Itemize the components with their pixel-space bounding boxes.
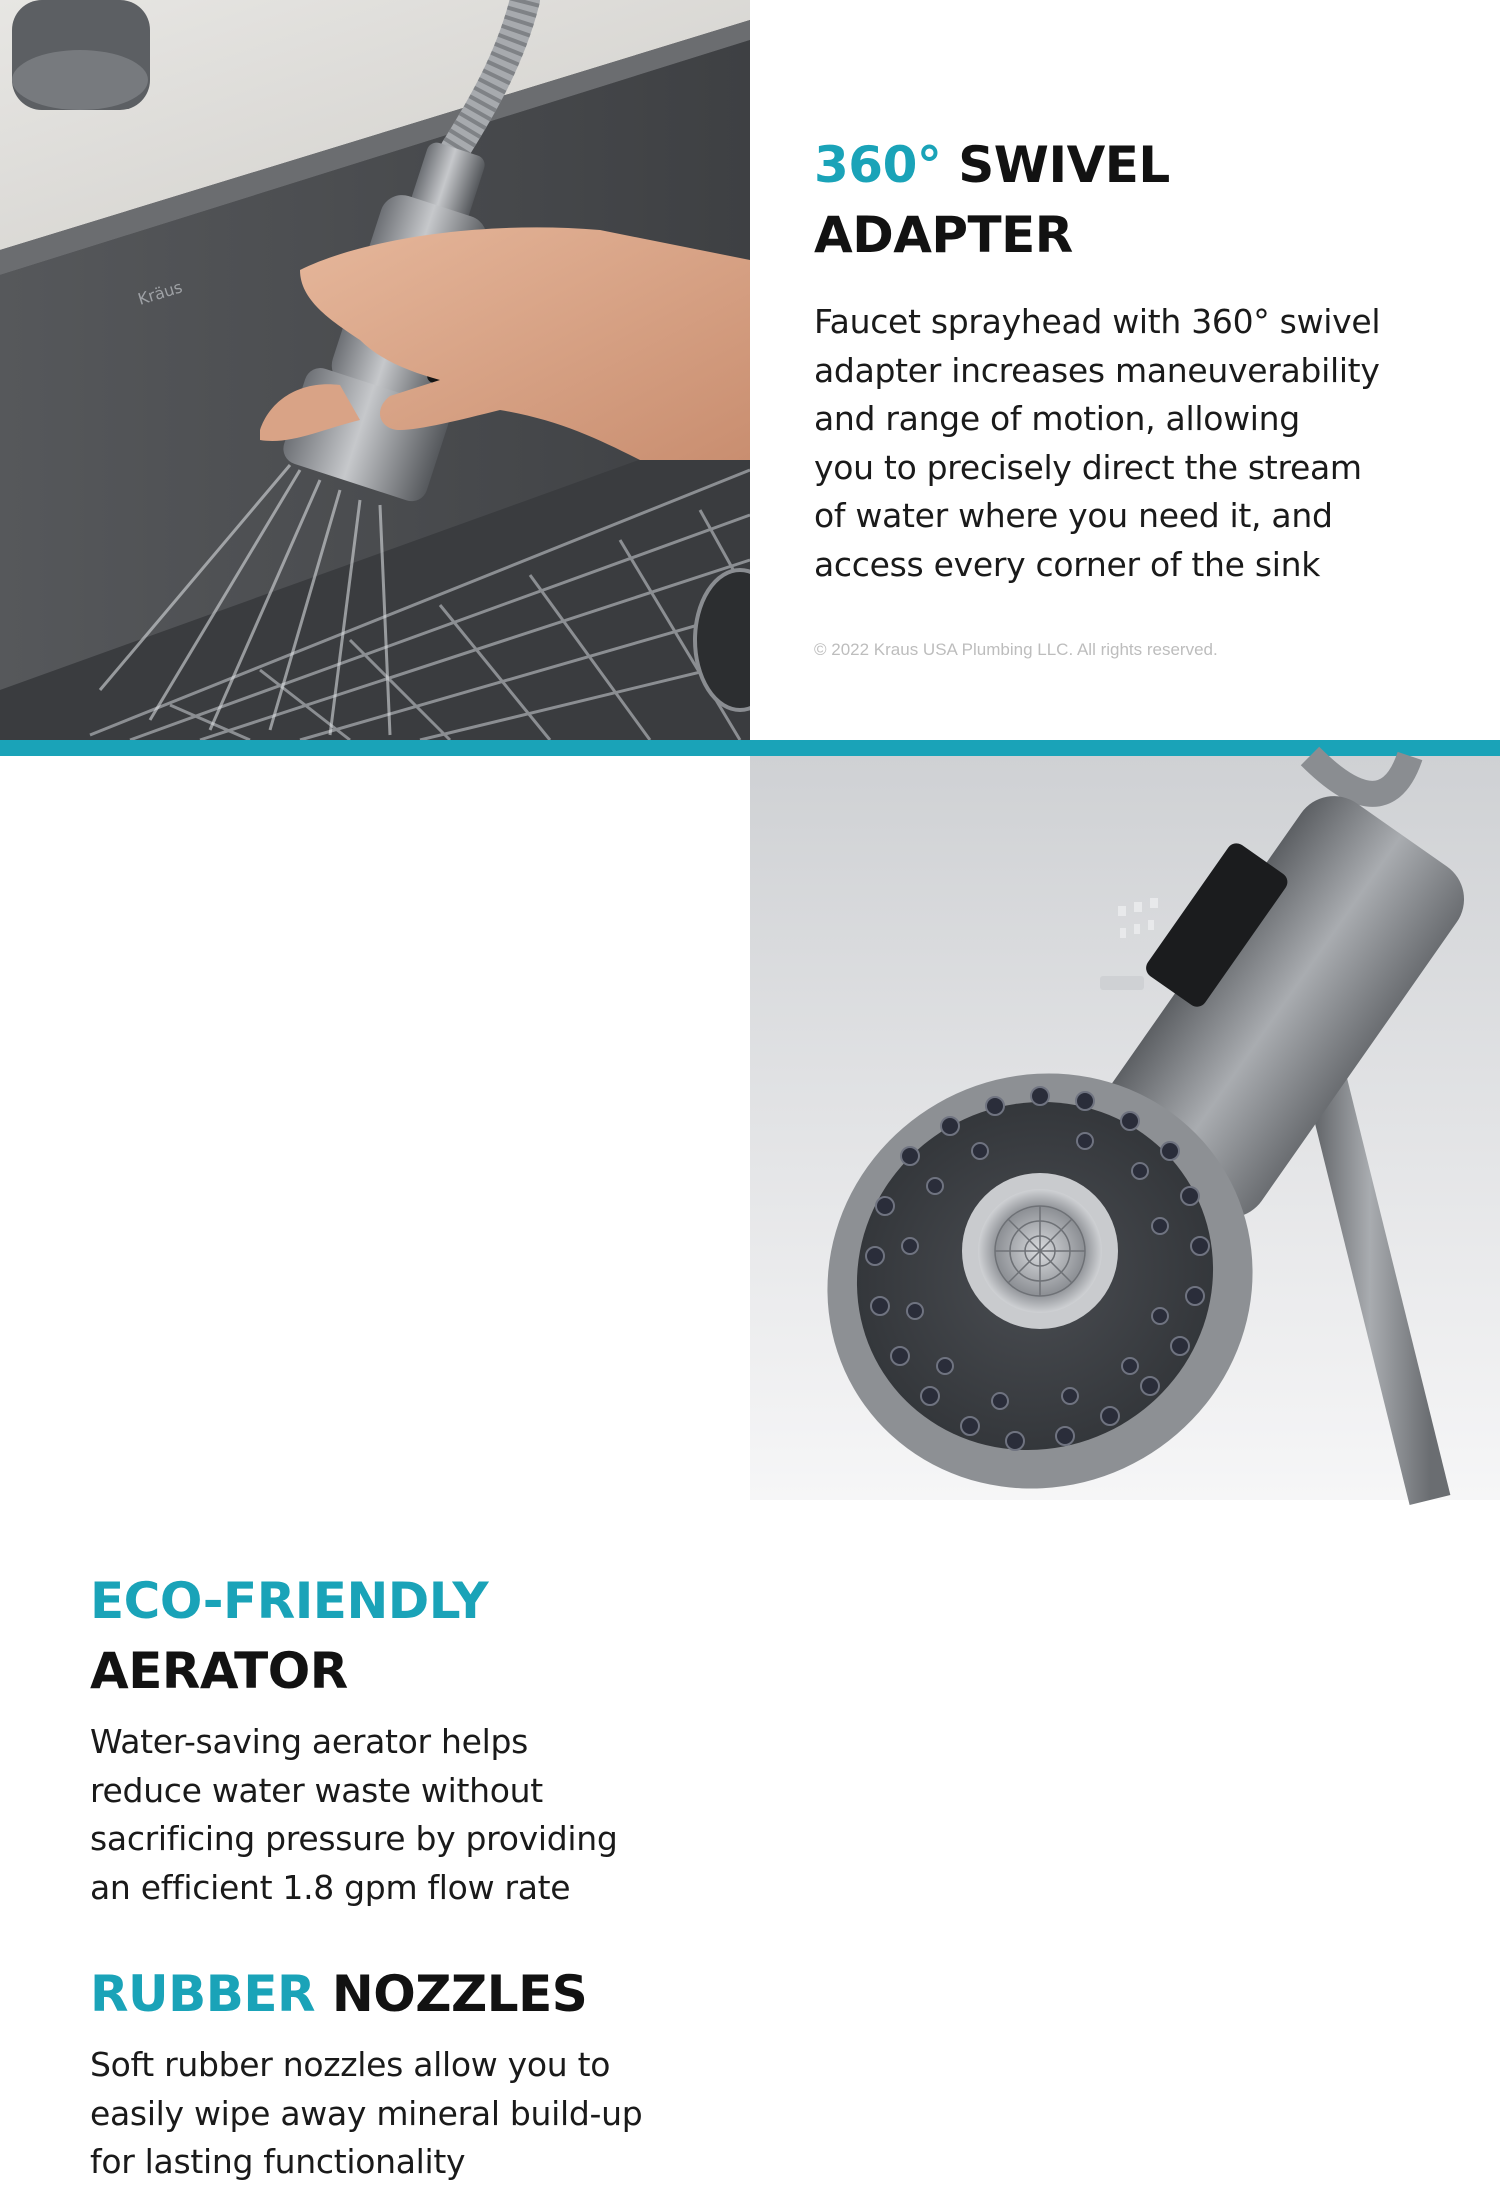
swivel-description: Faucet sprayhead with 360° swivel adapter increases maneuverability and range of motion, allowing you to precisely direct the stream of water where you need it, and access every corner of the sink <box>814 302 1381 584</box>
nozzles-heading-word: NOZZLES <box>331 1965 588 2023</box>
swivel-heading <box>814 130 1170 270</box>
aerator-heading-accent: ECO-FRIENDLY <box>90 1572 489 1630</box>
nozzles-heading-accent: RUBBER <box>90 1965 315 2023</box>
aerator-heading <box>90 1566 488 1706</box>
copyright-notice: © 2022 Kraus USA Plumbing LLC. All rights reserved. <box>814 640 1218 659</box>
section-divider <box>0 740 1500 756</box>
nozzles-description: Soft rubber nozzles allow you to easily wipe away mineral build-up for lasting functionality <box>90 2045 643 2181</box>
aerator-nozzles-section <box>0 756 750 2181</box>
sprayhead-closeup-illustration <box>750 756 1500 1500</box>
sprayhead-closeup-photo <box>750 756 1500 1500</box>
swivel-heading-line2: ADAPTER <box>814 206 1073 264</box>
sink-photo-illustration <box>0 0 750 740</box>
nozzles-heading <box>90 1959 587 2029</box>
aerator-description: Water-saving aerator helps reduce water waste without sacrificing pressure by providing an efficient 1.8 gpm flow rate <box>90 1722 618 1907</box>
swivel-heading-accent: 360° <box>814 136 942 194</box>
sink-sprayhead-photo <box>0 0 750 740</box>
brand-mark: Kräus <box>135 277 185 309</box>
aerator-heading-line2: AERATOR <box>90 1642 348 1700</box>
swivel-heading-word: SWIVEL <box>958 136 1170 194</box>
swivel-adapter-section <box>750 0 1500 740</box>
